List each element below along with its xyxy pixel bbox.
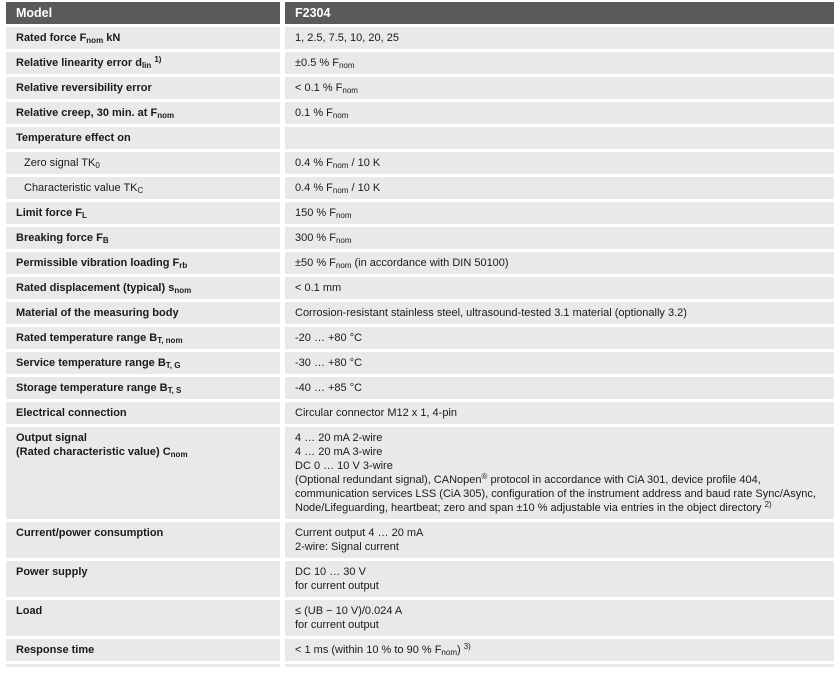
row-label: Relative creep, 30 min. at $F_{nom}$: [6, 102, 280, 124]
row-label: Storage temperature range $B_{T, S}$: [6, 377, 280, 399]
row-label: Temperature effect on: [6, 127, 280, 149]
row-value: 150 % $F_{nom}$: [285, 202, 834, 224]
row-label: Zero signal $TK_0$: [6, 152, 280, 174]
table-row: [6, 252, 834, 274]
partial-row-value: [285, 664, 834, 667]
row-value: -20 … +80 °C: [285, 327, 834, 349]
row-value: 4 … 20 mA 2-wire 4 … 20 mA 3-wire DC 0 … 10 V 3-wire (Optional redundant signal), CANopen® protocol in accordance with CiA 301, device profile 404, communication services LSS (CiA 305), configuration of the instrument address and baud rate Sync/Async, Node/Lifeguarding, heartbeat; zero and span ±10 % adjustable via entries in the object directory $^{2)}$: [285, 427, 834, 519]
table-row: [6, 427, 834, 519]
row-label: Permissible vibration loading $F_{rb}$: [6, 252, 280, 274]
row-label: Current/power consumption: [6, 522, 280, 558]
row-value: Circular connector M12 x 1, 4-pin: [285, 402, 834, 424]
row-value: [285, 127, 834, 149]
table-row: [6, 522, 834, 558]
row-label: Breaking force $F_B$: [6, 227, 280, 249]
partial-row: [6, 664, 834, 667]
row-value: ±0.5 % $F_{nom}$: [285, 52, 834, 74]
row-label: Electrical connection: [6, 402, 280, 424]
partial-row-label: [6, 664, 280, 667]
row-label: Rated displacement (typical) $s_{nom}$: [6, 277, 280, 299]
table-row: [6, 600, 834, 636]
table-row: [6, 127, 834, 149]
table-row: [6, 402, 834, 424]
table-row: [6, 77, 834, 99]
table-row: [6, 327, 834, 349]
row-value: 0.4 % $F_{nom} / 10$ K: [285, 177, 834, 199]
row-value: 0.1 % $F_{nom}$: [285, 102, 834, 124]
specifications-table: [6, 2, 834, 667]
row-value: ±50 % $F_{nom}$ (in accordance with DIN 50100): [285, 252, 834, 274]
row-label: Service temperature range $B_{T, G}$: [6, 352, 280, 374]
table-row: [6, 202, 834, 224]
header-device-cell: F2304: [285, 2, 834, 24]
row-value: < 1 ms (within 10 % to 90 % $F_{nom}$) $^{3)}$: [285, 639, 834, 661]
row-value: DC 10 … 30 V for current output: [285, 561, 834, 597]
row-value: < 0.1 mm: [285, 277, 834, 299]
row-label: Load: [6, 600, 280, 636]
table-row: [6, 302, 834, 324]
row-label: Rated temperature range $B_{T, nom}$: [6, 327, 280, 349]
header-model-cell: Model: [6, 2, 280, 24]
row-value: ≤ (UB − 10 V)/0.024 A for current output: [285, 600, 834, 636]
row-label: Rated force $F_{nom}$ kN: [6, 27, 280, 49]
row-value: 1, 2.5, 7.5, 10, 20, 25: [285, 27, 834, 49]
row-value: -40 … +85 °C: [285, 377, 834, 399]
row-label: Limit force $F_L$: [6, 202, 280, 224]
table-row: [6, 561, 834, 597]
row-value: 300 % $F_{nom}$: [285, 227, 834, 249]
table-body: [6, 27, 834, 664]
table-row: [6, 352, 834, 374]
row-value: -30 … +80 °C: [285, 352, 834, 374]
row-label: Relative linearity error $d_{lin}$ $^{1)}$: [6, 52, 280, 74]
table-row: [6, 52, 834, 74]
row-value: Current output 4 … 20 mA 2-wire: Signal current: [285, 522, 834, 558]
row-label: Relative reversibility error: [6, 77, 280, 99]
table-row: [6, 27, 834, 49]
table-row: [6, 277, 834, 299]
row-value: 0.4 % $F_{nom} / 10$ K: [285, 152, 834, 174]
row-value: Corrosion-resistant stainless steel, ultrasound-tested 3.1 material (optionally 3.2): [285, 302, 834, 324]
table-row: [6, 152, 834, 174]
row-value: < 0.1 % $F_{nom}$: [285, 77, 834, 99]
table-row: [6, 102, 834, 124]
table-row: [6, 177, 834, 199]
table-row: [6, 227, 834, 249]
row-label: Output signal (Rated characteristic value) $C_{nom}$: [6, 427, 280, 519]
table-row: [6, 639, 834, 661]
row-label: Material of the measuring body: [6, 302, 280, 324]
row-label: Characteristic value $TK_C$: [6, 177, 280, 199]
row-label: Response time: [6, 639, 280, 661]
table-header-row: [6, 2, 834, 24]
table-row: [6, 377, 834, 399]
row-label: Power supply: [6, 561, 280, 597]
